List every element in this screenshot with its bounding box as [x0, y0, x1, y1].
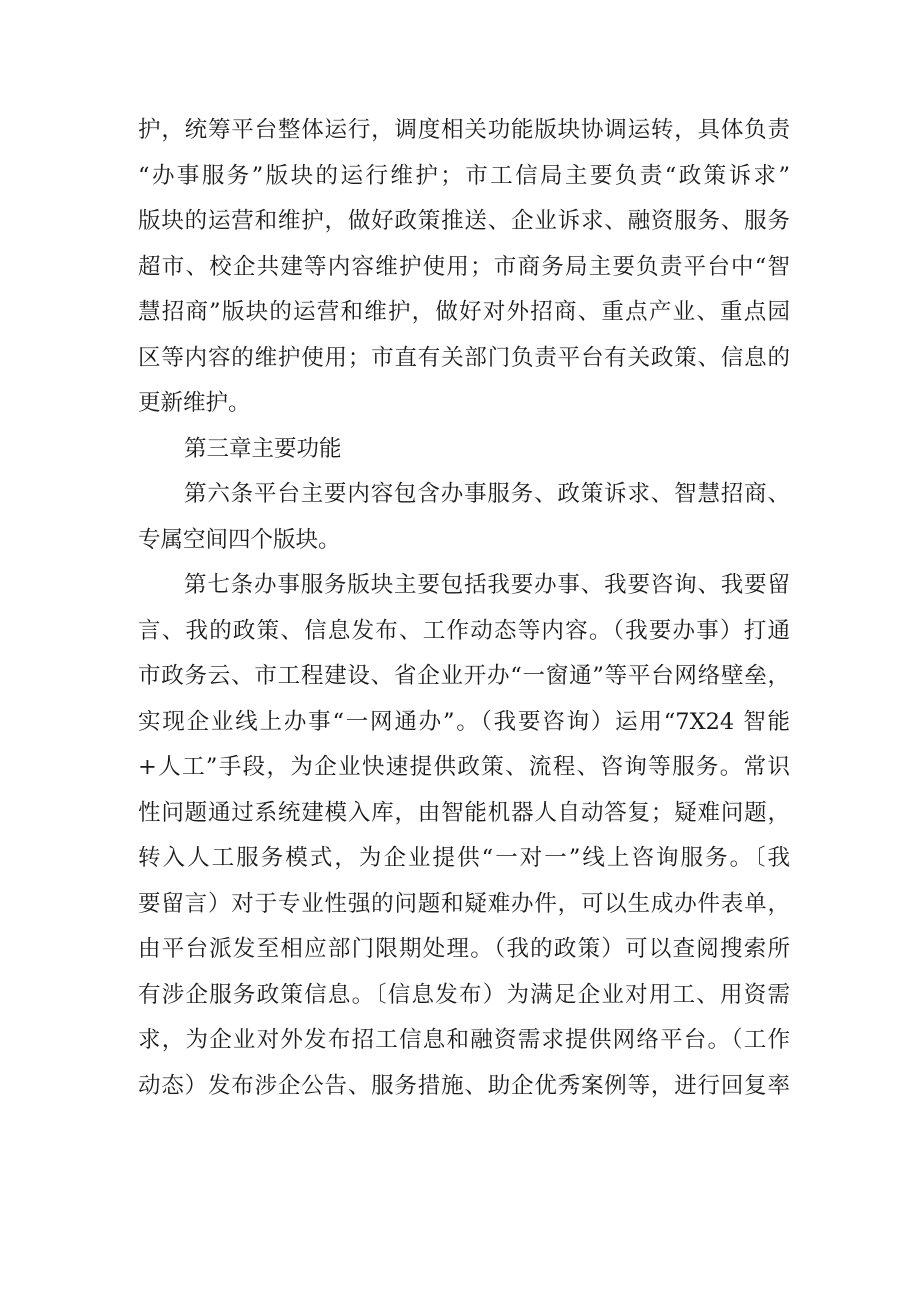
text-line: 版块的运营和维护，做好政策推送、企业诉求、融资服务、服务: [138, 208, 790, 234]
text-line: +人工”手段，为企业快速提供政策、流程、咨询等服务。常识: [138, 754, 790, 780]
text-line: 护，统筹平台整体运行，调度相关功能版块协调运转，具体负责: [138, 117, 790, 143]
text-line: 实现企业线上办事“一网通办”。（我要咨询）运用“7X24 智能: [138, 708, 790, 735]
chapter-heading: 第三章主要功能: [184, 435, 342, 462]
body-text: [138, 108, 790, 1109]
text-line: 专属空间四个版块。: [138, 526, 341, 553]
text-line: 求，为企业对外发布招工信息和融资需求提供网络平台。（工作: [138, 1027, 790, 1053]
text-line: 要留言）对于专业性强的问题和疑难办件，可以生成办件表单，: [138, 890, 790, 917]
text-line: 市政务云、市工程建设、省企业开办“一窗通”等平台网络壁垒，: [138, 663, 790, 689]
text-line: 区等内容的维护使用；市直有关部门负责平台有关政策、信息的: [138, 344, 790, 371]
text-line: 慧招商”版块的运营和维护，做好对外招商、重点产业、重点园: [138, 299, 790, 325]
text-line: 超市、校企共建等内容维护使用；市商务局主要负责平台中“智: [138, 253, 790, 280]
article-7-start: 第七条办事服务版块主要包括我要办事、我要咨询、我要留: [184, 572, 790, 598]
article-6-start: 第六条平台主要内容包含办事服务、政策诉求、智慧招商、: [184, 481, 790, 507]
text-line: 更新维护。: [138, 390, 251, 416]
text-line: 动态）发布涉企公告、服务措施、助企优秀案例等，进行回复率: [138, 1072, 790, 1099]
text-line: 有涉企服务政策信息。〔信息发布）为满足企业对用工、用资需: [138, 981, 790, 1008]
text-line: 转入人工服务模式，为企业提供“一对一”线上咨询服务。〔我: [138, 845, 790, 871]
text-line: 由平台派发至相应部门限期处理。（我的政策）可以查阅搜索所: [138, 936, 790, 962]
text-line: 言、我的政策、信息发布、工作动态等内容。（我要办事）打通: [138, 617, 790, 644]
text-line: “办事服务”版块的运行维护；市工信局主要负责“政策诉求”: [138, 162, 790, 189]
text-line: 性问题通过系统建模入库，由智能机器人自动答复；疑难问题，: [138, 799, 790, 826]
